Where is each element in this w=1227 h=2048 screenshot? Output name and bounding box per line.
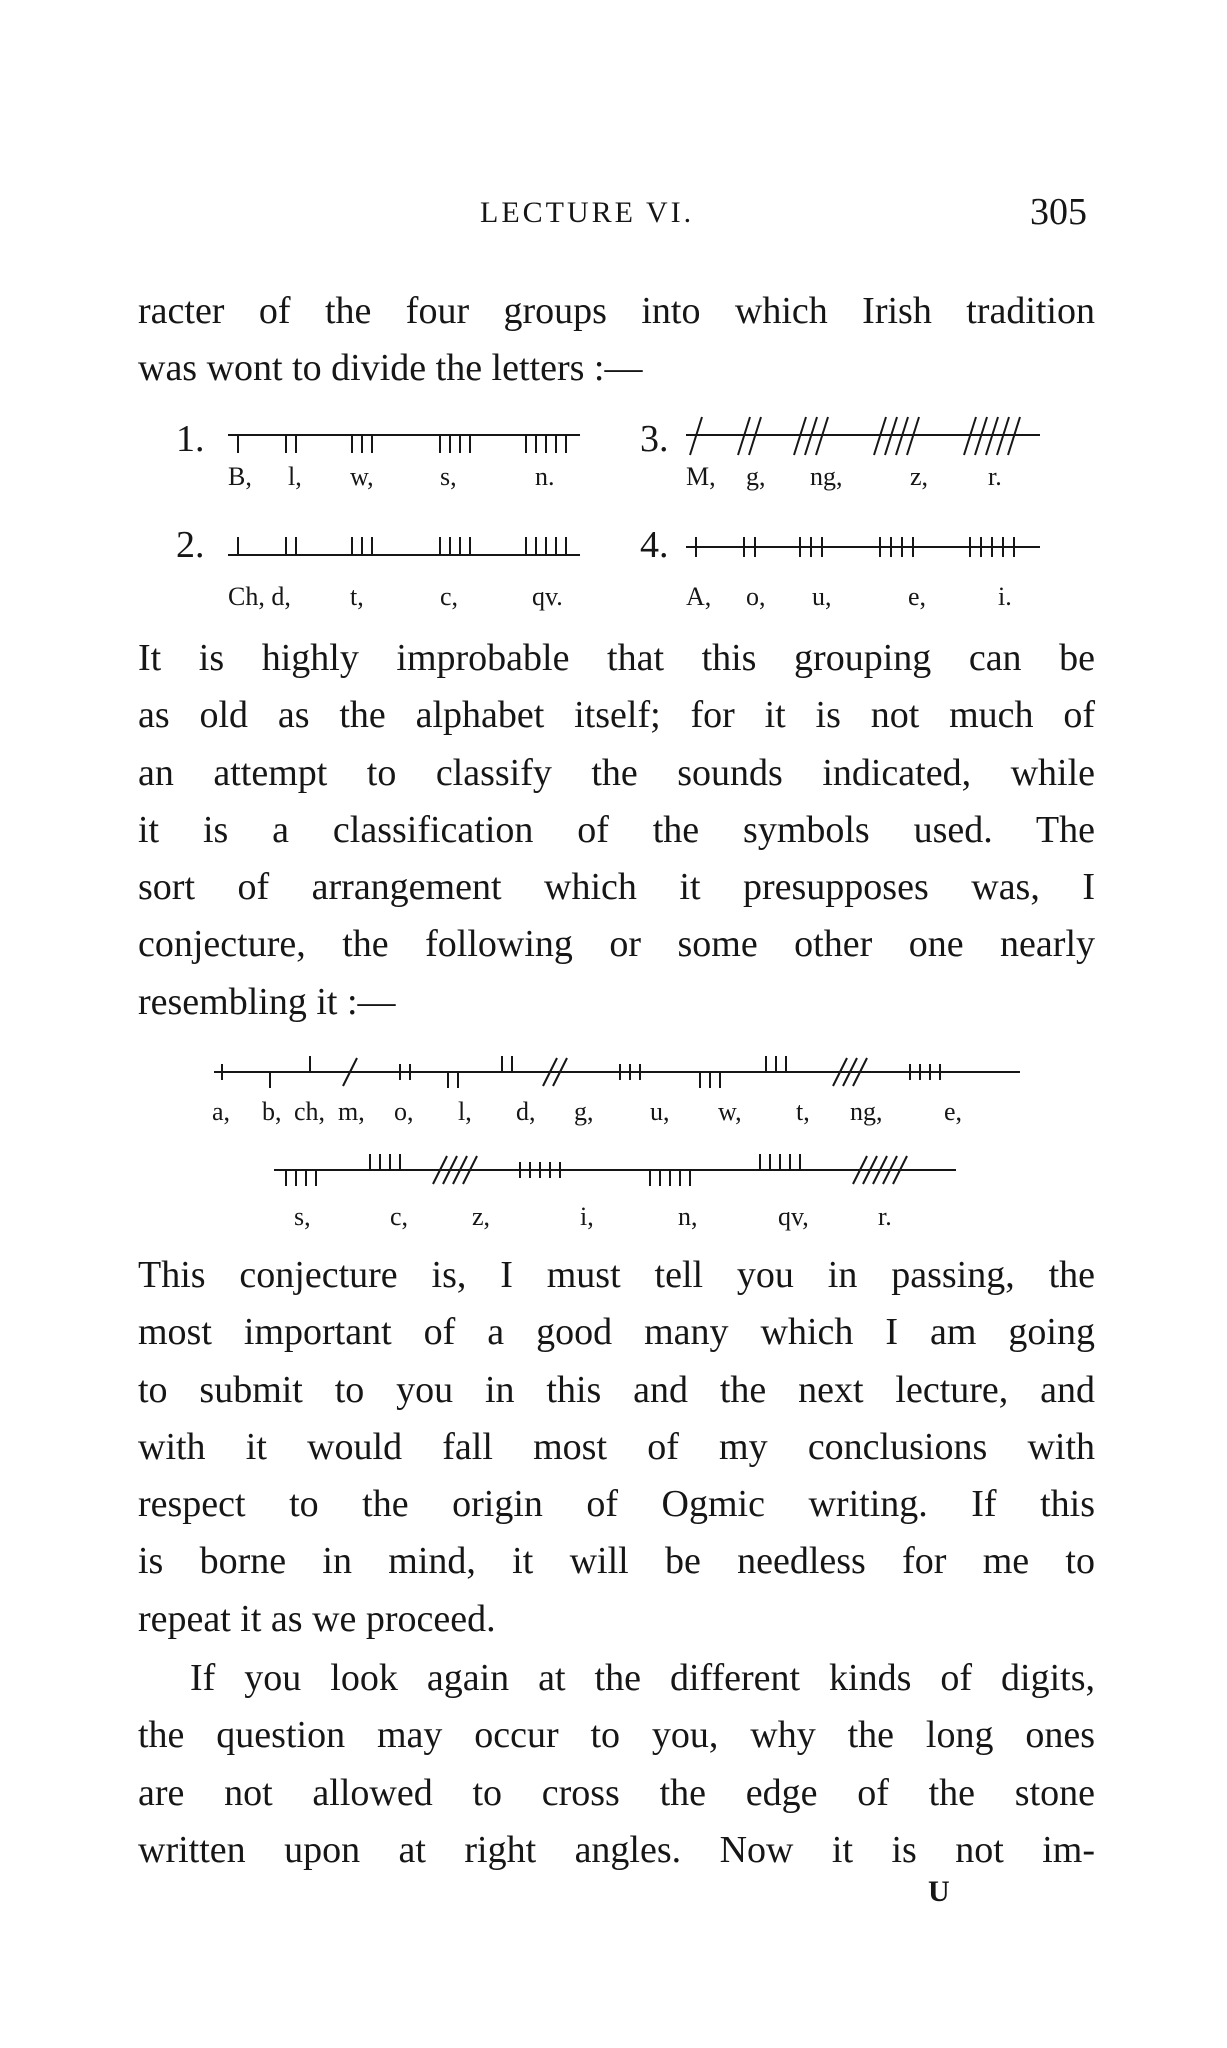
seq-label: i, (580, 1202, 594, 1231)
ogham-sequence-svg (200, 1040, 1060, 1240)
group-4-label-o: o, (746, 582, 766, 611)
seq-label: e, (944, 1097, 963, 1126)
group-4-label-e: e, (908, 582, 927, 611)
group-3-label-z: z, (910, 462, 929, 491)
group-1-strokes (238, 435, 566, 453)
seq-label: n, (678, 1202, 698, 1231)
text-line: with it would fall most of my conclusions with (138, 1425, 1095, 1468)
seq-label: r. (878, 1202, 892, 1231)
text-line: written upon at right angles. Now it is not im- (138, 1828, 1095, 1871)
text-line: conjecture, the following or some other one nearly (138, 923, 1095, 966)
text-line: to submit to you in this and the next lecture, and (138, 1368, 1095, 1411)
text-line: an attempt to classify the sounds indicated, while (138, 751, 1095, 794)
group-number: 1. (176, 418, 205, 460)
seq-label: u, (650, 1097, 670, 1126)
paragraph-4 (138, 1650, 1095, 1879)
group-2-label-c: c, (440, 582, 459, 611)
group-2-label-chd: Ch, d, (228, 582, 291, 611)
group-2-label-qv: qv. (532, 582, 563, 611)
text-line: respect to the origin of Ogmic writing. If this (138, 1483, 1095, 1526)
group-4-label-u: u, (812, 582, 832, 611)
text-line: racter of the four groups into which Irish tradition (138, 290, 1095, 332)
seq-label: m, (338, 1097, 365, 1126)
group-2-label-t: t, (350, 582, 364, 611)
seq-label: g, (574, 1097, 594, 1126)
signature-mark: U (928, 1875, 950, 1908)
text-line: it is a classification of the symbols used. The (138, 808, 1095, 851)
group-1-label-l: l, (288, 462, 302, 491)
text-line: This conjecture is, I must tell you in passing, the (138, 1254, 1095, 1296)
text-line: most important of a good many which I am going (138, 1311, 1095, 1354)
running-head: LECTURE VI. (480, 196, 695, 229)
sequence-row-1-labels (212, 1097, 962, 1126)
text-line: It is highly improbable that this grouping can be (138, 637, 1095, 679)
seq-label: b, (262, 1097, 282, 1126)
ogham-groups-figure (150, 415, 1070, 625)
text-line: sort of arrangement which it presupposes was, I (138, 866, 1095, 909)
seq-label: z, (472, 1202, 491, 1231)
text-line: repeat it as we proceed. (138, 1597, 496, 1640)
text-line: as old as the alphabet itself; for it is not much of (138, 694, 1095, 737)
seq-label: s, (294, 1202, 311, 1231)
ogham-sequence-figure (200, 1040, 1060, 1240)
page-header (0, 190, 1227, 240)
text-line: resembling it :— (138, 980, 396, 1023)
group-2-strokes (238, 537, 566, 555)
seq-label: c, (390, 1202, 409, 1231)
seq-label: l, (458, 1097, 472, 1126)
group-1-label-b: B, (228, 462, 252, 491)
group-number: 4. (640, 524, 669, 566)
seq-label: w, (718, 1097, 742, 1126)
seq-label: t, (796, 1097, 810, 1126)
group-3-label-g: g, (746, 462, 766, 491)
text-line: the question may occur to you, why the long ones (138, 1714, 1095, 1757)
seq-label: a, (212, 1097, 231, 1126)
ogham-groups-svg (150, 415, 1070, 625)
sequence-row-2-labels (294, 1202, 892, 1231)
text-line: If you look again at the different kinds of digits, (190, 1657, 1095, 1699)
group-number: 3. (640, 418, 669, 460)
seq-label: d, (516, 1097, 536, 1126)
group-1-label-n: n. (535, 462, 555, 491)
group-1-label-w: w, (350, 462, 374, 491)
paragraph-2 (138, 630, 1095, 1031)
seq-label: o, (394, 1097, 414, 1126)
group-1-label-s: s, (440, 462, 457, 491)
seq-label: ch, (294, 1097, 326, 1126)
text-line: was wont to divide the letters :— (138, 347, 643, 390)
paragraph-1 (138, 283, 1095, 398)
group-4-label-i: i. (998, 582, 1012, 611)
group-3-label-m: M, (686, 462, 716, 491)
text-line: are not allowed to cross the edge of the stone (138, 1771, 1095, 1814)
text-line: is borne in mind, it will be needless for me to (138, 1540, 1095, 1583)
group-3-label-ng: ng, (810, 462, 843, 491)
seq-label: qv, (778, 1202, 809, 1231)
group-3-label-r: r. (988, 462, 1002, 491)
group-4-label-a: A, (686, 582, 712, 611)
seq-label: ng, (850, 1097, 883, 1126)
group-number: 2. (176, 524, 205, 566)
page-number: 305 (1030, 191, 1087, 233)
paragraph-3 (138, 1247, 1095, 1648)
